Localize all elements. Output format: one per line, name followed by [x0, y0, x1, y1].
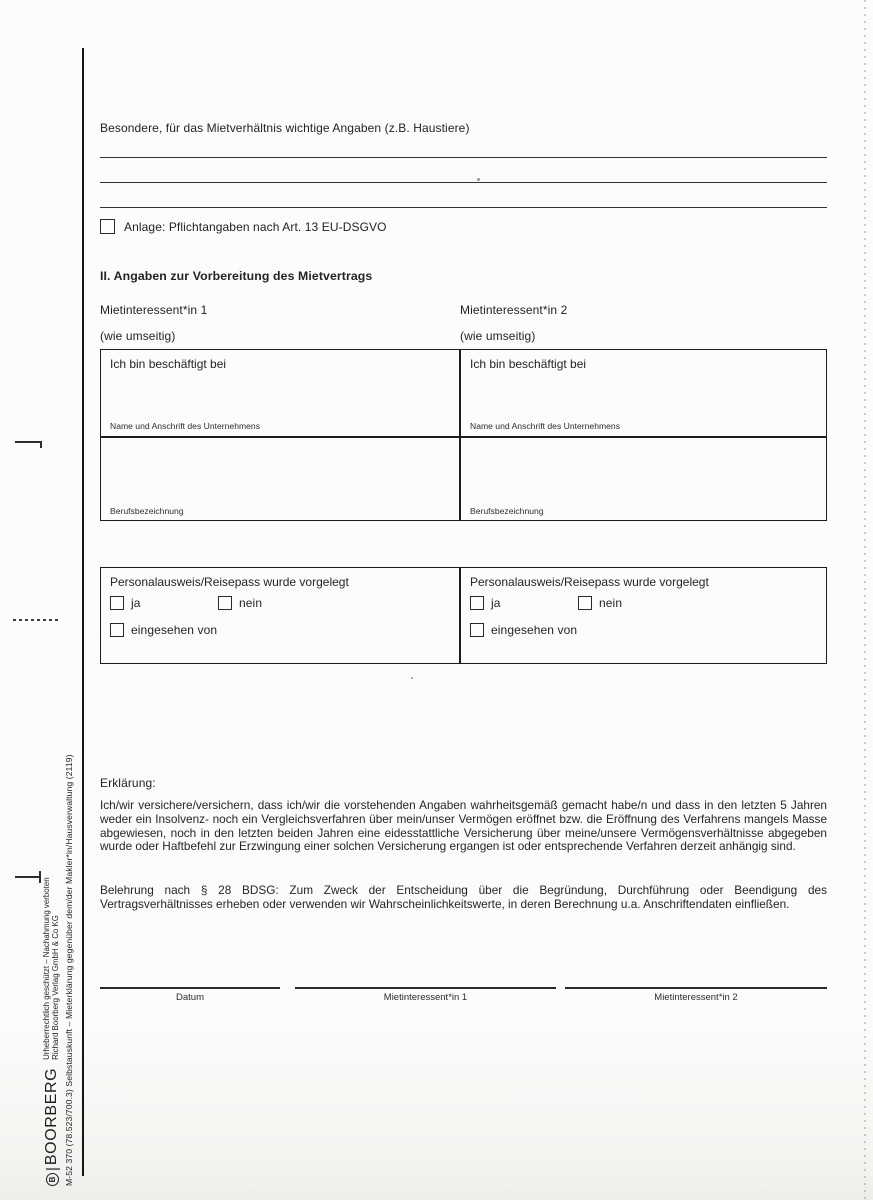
employer-cell-footnote-1: Name und Anschrift des Unternehmens [110, 421, 260, 431]
publisher-sidebar [42, 674, 84, 1186]
declaration-heading: Erklärung: [100, 776, 156, 790]
id-check-table [100, 567, 827, 664]
boorberg-logo-icon: B [46, 1173, 59, 1186]
id-no-label-2: nein [599, 596, 623, 610]
id-check-title-1: Personalausweis/Reisepass wurde vorgelegt [110, 575, 349, 589]
bdsg-notice: Belehrung nach § 28 BDSG: Zum Zweck der Entscheidung über die Begründung, Durchführung oder Beendigung des Vertragsverhältnisses erheben oder verwenden wir Wahrscheinlichkeitswerte, in deren Berechnung u.a. Anschriftendaten einfließen. [100, 883, 827, 911]
employer-cell-label-2: Ich bin beschäftigt bei [470, 357, 587, 371]
employer-input-area-2[interactable] [461, 350, 826, 436]
column-subheader-tenant2: (wie umseitig) [460, 329, 536, 343]
id-inspected-label-1: eingesehen von [131, 623, 218, 637]
id-inspected-checkbox-2[interactable] [470, 623, 484, 637]
id-yes-checkbox-2[interactable] [470, 596, 484, 610]
column-header-tenant1: Mietinteressent*in 1 [100, 303, 208, 317]
fold-mark-bottom [15, 876, 41, 878]
declaration-body: Ich/wir versichere/versichern, dass ich/wir die vorstehenden Angaben wahrheitsgemäß gemacht habe/n und dass in den letzten 5 Jahren weder ein Insolvenz- noch ein Vergleichsverfahren über mein/unser Vermögen eröffnet bzw. die Eröffnung des Verfahrens mangels Masse abgewiesen, noch in den letzten beiden Jahren eine eidesstattliche Versicherung über meine/unsere Vermögensverhältnisse abgegeben wurde oder Haftbefehl zur Erzwingung einer solchen Versicherung ergangen ist oder entsprechende Verfahren derzeit anhängig sind. [100, 798, 827, 854]
id-inspected-checkbox-1[interactable] [110, 623, 124, 637]
attachment-checkbox[interactable] [100, 219, 115, 234]
right-edge-scan-noise [864, 0, 866, 1200]
scan-speck [477, 178, 480, 181]
id-check-title-2: Personalausweis/Reisepass wurde vorgelegt [470, 575, 709, 589]
write-in-line-1[interactable] [100, 157, 827, 158]
id-check-table-divider [459, 568, 461, 663]
brand-separator: | [43, 1167, 61, 1171]
employer-cell-footnote-2: Name und Anschrift des Unternehmens [470, 421, 620, 431]
id-yes-label-2: ja [491, 596, 501, 610]
write-in-line-2[interactable] [100, 182, 827, 183]
id-no-checkbox-2[interactable] [578, 596, 592, 610]
date-signature-label: Datum [176, 992, 204, 1003]
copyright-line-1: Urheberrechtlich geschützt – Nachahmung verboten [42, 877, 52, 1060]
fold-mark-top [15, 441, 42, 443]
publisher-name: BOORBERG [43, 1067, 60, 1166]
profession-cell-footnote-1: Berufsbezeichnung [110, 506, 184, 516]
profession-cell-footnote-2: Berufsbezeichnung [470, 506, 544, 516]
section-ii-title: II. Angaben zur Vorbereitung des Mietvertrags [100, 269, 373, 283]
fold-mark-middle [13, 619, 58, 621]
scan-speck [411, 677, 413, 679]
employer-cell-label-1: Ich bin beschäftigt bei [110, 357, 227, 371]
form-number: M-52 370 (78.523/700.3) Selbstauskunft – Mieterklärung gegenüber dem/der Makler*in/Hausverwaltung (2119) [64, 754, 74, 1186]
fold-mark-top-tick [40, 441, 42, 448]
id-no-checkbox-1[interactable] [218, 596, 232, 610]
id-yes-checkbox-1[interactable] [110, 596, 124, 610]
fold-mark-bottom-tick [39, 871, 41, 883]
attachment-label: Anlage: Pflichtangaben nach Art. 13 EU-DSGVO [124, 219, 387, 234]
column-subheader-tenant1: (wie umseitig) [100, 329, 176, 343]
tenant1-signature-line[interactable] [295, 987, 556, 989]
employer-input-area-1[interactable] [101, 350, 459, 436]
id-inspected-label-2: eingesehen von [491, 623, 578, 637]
write-in-line-3[interactable] [100, 207, 827, 208]
copyright-line-2: Richard Boorberg Verlag GmbH & Co KG [51, 915, 60, 1060]
tenant2-signature-label: Mietinteressent*in 2 [654, 992, 738, 1003]
tenant2-signature-line[interactable] [565, 987, 827, 989]
id-yes-label-1: ja [131, 596, 141, 610]
date-signature-line[interactable] [100, 987, 280, 989]
tenant1-signature-label: Mietinteressent*in 1 [383, 992, 468, 1003]
employment-table [100, 349, 827, 521]
publisher-brand [43, 1068, 61, 1186]
special-notes-label: Besondere, für das Mietverhältnis wichtige Angaben (z.B. Haustiere) [100, 121, 470, 135]
profession-input-area-1[interactable] [101, 438, 459, 520]
profession-input-area-2[interactable] [461, 438, 826, 520]
column-header-tenant2: Mietinteressent*in 2 [460, 303, 568, 317]
copyright-note [43, 877, 61, 1059]
id-no-label-1: nein [239, 596, 263, 610]
